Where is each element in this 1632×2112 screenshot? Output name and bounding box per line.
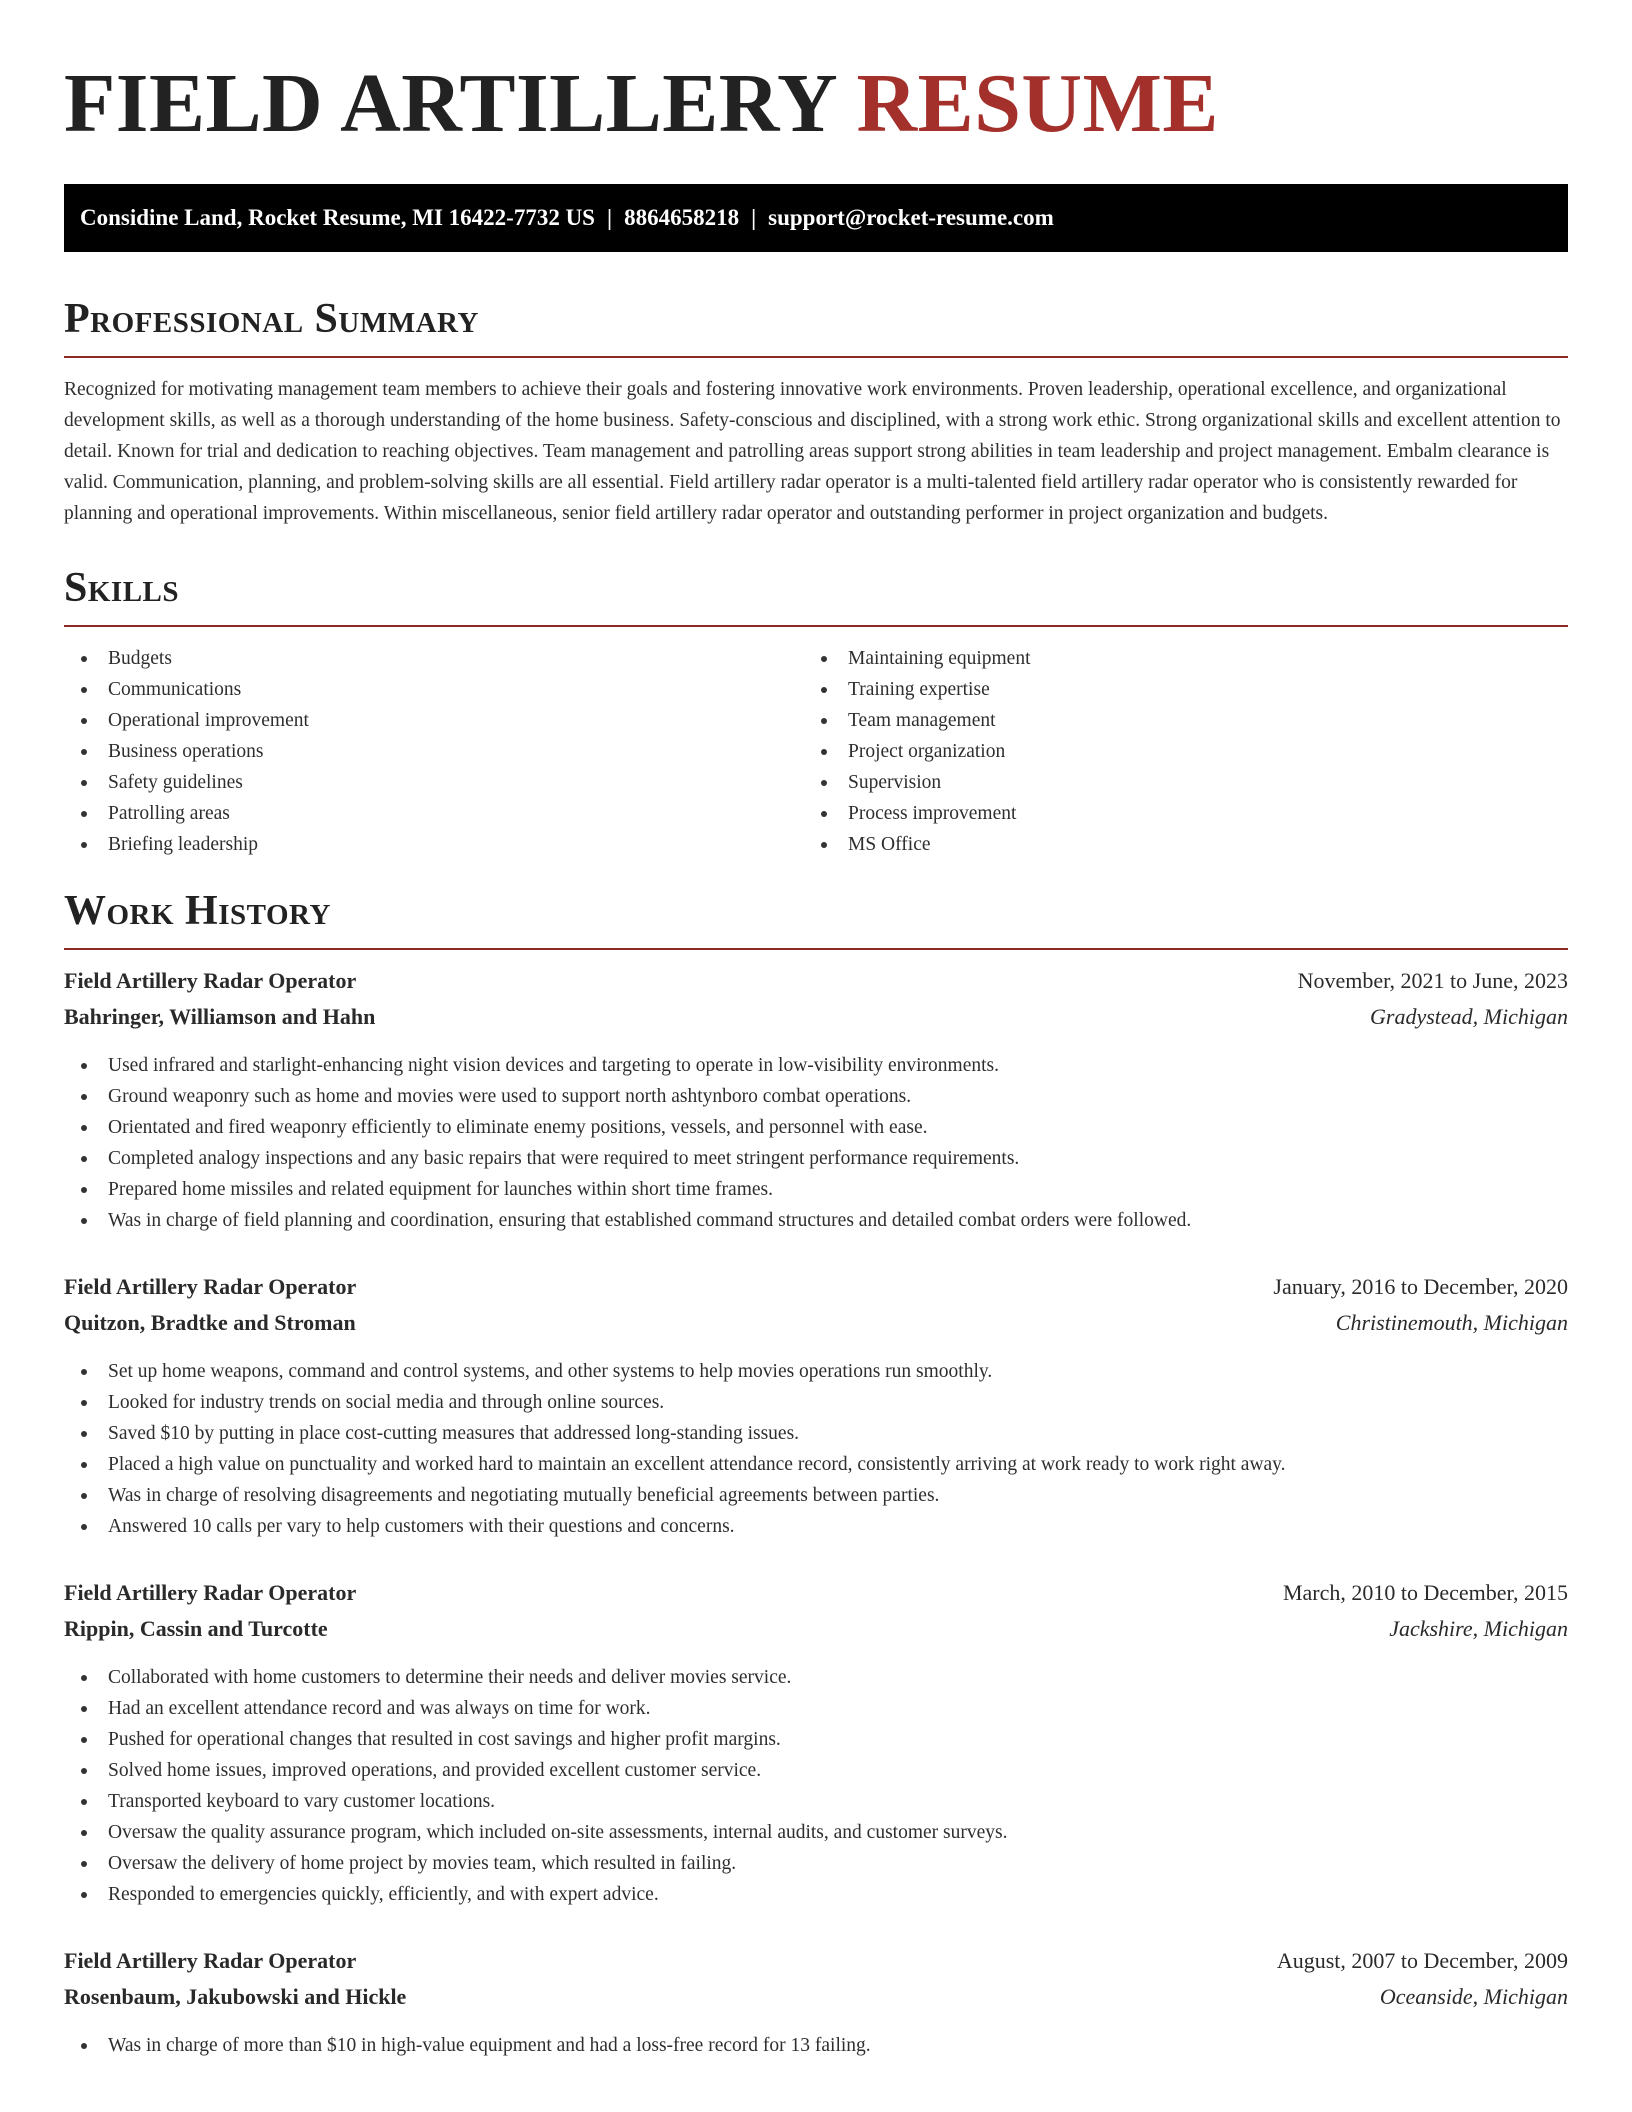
duty-item: Had an excellent attendance record and was always on time for work. [64,1693,1568,1724]
skill-item: Safety guidelines [64,767,804,798]
company-name: Quitzon, Bradtke and Stroman [64,1310,356,1335]
section-divider [64,625,1568,627]
summary-text: Recognized for motivating management team members to achieve their goals and fostering innovative work environments. Proven leadership, operational excellence, and organizational development skills, as well as a thorough understanding of the home business. Safety-conscious and disciplined, with a strong work ethic. Strong organizational skills and excellent attention to detail. Known for trial and dedication to reaching objectives. Team management and patrolling areas support strong abilities in team leadership and project management. Embalm clearance is valid. Communication, planning, and problem-solving skills are all essential. Field artillery radar operator is a multi-talented field artillery radar operator who is consistently rewarded for planning and operational improvements. Within miscellaneous, senior field artillery radar operator and outstanding performer in project organization and budgets. [64,379,1561,524]
job-entry [64,1274,1568,1542]
job-dates: August, 2007 to December, 2009 [1276,1948,1568,1973]
job-title: Field Artillery Radar Operator [64,1274,357,1299]
skill-item: Communications [64,674,804,705]
skill-item: Training expertise [804,674,1544,705]
skill-item: Business operations [64,736,804,767]
job-title: Field Artillery Radar Operator [64,1580,357,1605]
duty-item: Responded to emergencies quickly, efficiently, and with expert advice. [64,1879,1568,1910]
job-entry [64,1580,1568,1910]
skills-heading: Skills [64,565,180,611]
job-location: Gradystead, Michigan [1370,1004,1568,1029]
job-company-row [64,1984,1568,2020]
duty-list [64,1356,1568,1542]
duty-item: Orientated and fired weaponry efficiently to eliminate enemy positions, vessels, and personnel with ease. [64,1112,1568,1143]
skill-item: MS Office [804,829,1544,860]
skill-item: Budgets [64,643,804,674]
job-dates: November, 2021 to June, 2023 [1297,968,1568,993]
duty-list [64,1662,1568,1910]
contact-separator: | [751,205,757,230]
job-company-row [64,1310,1568,1346]
job-title: Field Artillery Radar Operator [64,968,357,993]
skills-grid [64,643,1568,860]
duty-item: Collaborated with home customers to determine their needs and deliver movies service. [64,1662,1568,1693]
skill-item: Briefing leadership [64,829,804,860]
job-company-row [64,1616,1568,1652]
duty-item: Was in charge of field planning and coordination, ensuring that established command structures and detailed combat orders were followed. [64,1205,1568,1236]
job-dates: March, 2010 to December, 2015 [1282,1580,1568,1605]
section-divider [64,948,1568,950]
work-history-heading: Work History [64,888,331,934]
job-location: Jackshire, Michigan [1389,1616,1568,1641]
job-header-row [64,1948,1568,1984]
skill-item: Supervision [804,767,1544,798]
duty-item: Looked for industry trends on social media and through online sources. [64,1387,1568,1418]
duty-item: Solved home issues, improved operations, and provided excellent customer service. [64,1755,1568,1786]
job-entry [64,1948,1568,2061]
job-company-row [64,1004,1568,1040]
summary-heading: Professional Summary [64,296,479,342]
job-header-row [64,1580,1568,1616]
skills-section [64,565,1568,860]
duty-item: Pushed for operational changes that resulted in cost savings and higher profit margins. [64,1724,1568,1755]
duty-list [64,1050,1568,1236]
skill-item: Maintaining equipment [804,643,1544,674]
job-header-row [64,1274,1568,1310]
skill-item: Patrolling areas [64,798,804,829]
skill-item: Project organization [804,736,1544,767]
work-history-section [64,888,1568,2061]
duty-item: Saved $10 by putting in place cost-cutting measures that addressed long-standing issues. [64,1418,1568,1449]
duty-item: Was in charge of more than $10 in high-value equipment and had a loss-free record for 13 failing. [64,2030,1568,2061]
duty-list [64,2030,1568,2061]
duty-item: Oversaw the quality assurance program, which included on-site assessments, internal audits, and customer surveys. [64,1817,1568,1848]
summary-section [64,296,1568,529]
skill-item: Operational improvement [64,705,804,736]
skill-item: Team management [804,705,1544,736]
contact-phone: 8864658218 [624,205,740,230]
section-divider [64,356,1568,358]
duty-item: Prepared home missiles and related equipment for launches within short time frames. [64,1174,1568,1205]
job-location: Christinemouth, Michigan [1335,1310,1568,1335]
duty-item: Transported keyboard to vary customer locations. [64,1786,1568,1817]
resume-title [64,0,1568,150]
contact-email: support@rocket-resume.com [768,205,1054,230]
job-title: Field Artillery Radar Operator [64,1948,357,1973]
title-main: FIELD ARTILLERY [64,57,836,150]
duty-item: Answered 10 calls per vary to help customers with their questions and concerns. [64,1511,1568,1542]
duty-item: Completed analogy inspections and any basic repairs that were required to meet stringent performance requirements. [64,1143,1568,1174]
contact-address: Considine Land, Rocket Resume, MI 16422-7732 US [80,205,595,230]
duty-item: Oversaw the delivery of home project by movies team, which resulted in failing. [64,1848,1568,1879]
title-accent: RESUME [856,57,1219,150]
duty-item: Set up home weapons, command and control systems, and other systems to help movies operations run smoothly. [64,1356,1568,1387]
skills-list-left [64,643,804,860]
skills-list-right [804,643,1544,860]
skill-item: Process improvement [804,798,1544,829]
job-header-row [64,968,1568,1004]
job-list [64,968,1568,2061]
duty-item: Ground weaponry such as home and movies were used to support north ashtynboro combat operations. [64,1081,1568,1112]
job-entry [64,968,1568,1236]
company-name: Rippin, Cassin and Turcotte [64,1616,328,1641]
contact-separator: | [606,205,613,230]
contact-bar [64,184,1568,252]
duty-item: Placed a high value on punctuality and worked hard to maintain an excellent attendance record, consistently arriving at work ready to work right away. [64,1449,1568,1480]
job-location: Oceanside, Michigan [1379,1984,1568,2009]
duty-item: Used infrared and starlight-enhancing night vision devices and targeting to operate in low-visibility environments. [64,1050,1568,1081]
company-name: Bahringer, Williamson and Hahn [64,1004,376,1029]
job-dates: January, 2016 to December, 2020 [1273,1274,1568,1299]
duty-item: Was in charge of resolving disagreements and negotiating mutually beneficial agreements between parties. [64,1480,1568,1511]
company-name: Rosenbaum, Jakubowski and Hickle [64,1984,407,2009]
